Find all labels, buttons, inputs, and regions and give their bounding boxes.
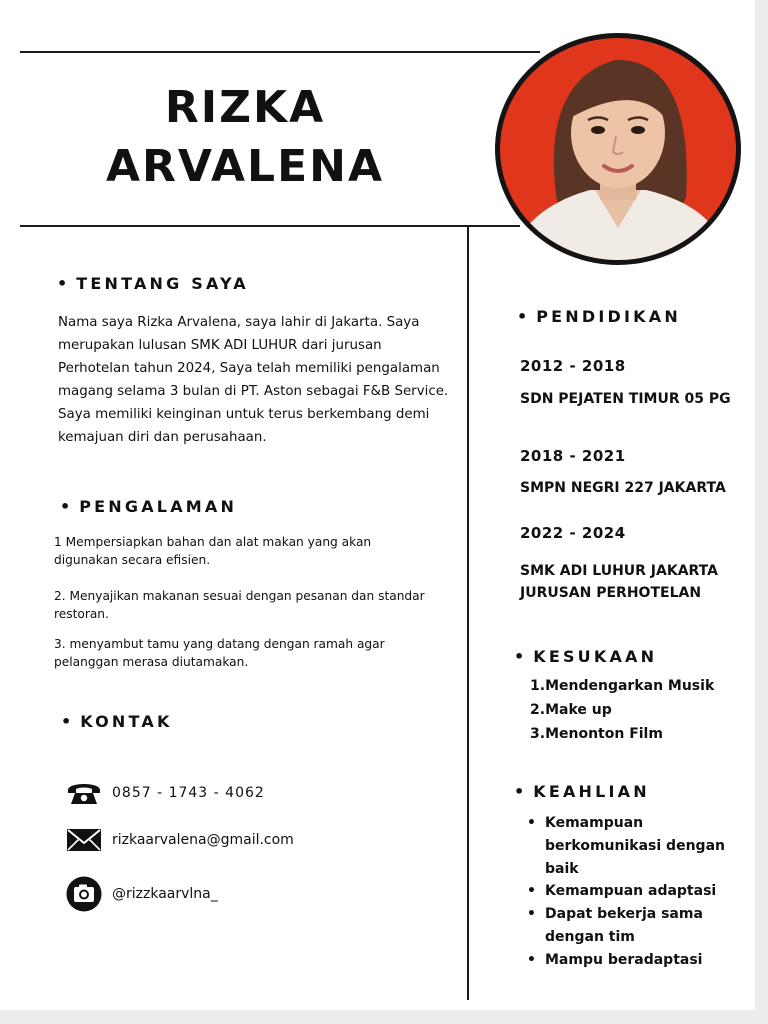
- name-last: ARVALENA: [105, 141, 385, 192]
- education-heading: [517, 307, 681, 326]
- phone-number[interactable]: 0857 - 1743 - 4062: [112, 785, 265, 801]
- experience-heading: [60, 497, 237, 516]
- education-school: SMPN NEGRI 227 JAKARTA: [520, 480, 726, 496]
- heading-bullet: •: [514, 782, 525, 801]
- contact-instagram: [66, 876, 218, 912]
- education-heading-text: PENDIDIKAN: [536, 307, 681, 326]
- skill-bullet: •: [527, 906, 536, 922]
- skill-bullet: •: [527, 952, 536, 968]
- hobby-label: Mendengarkan Musik: [545, 678, 715, 694]
- education-school: SDN PEJATEN TIMUR 05 PG: [520, 391, 731, 407]
- envelope-icon: [66, 827, 102, 853]
- about-text: Nama saya Rizka Arvalena, saya lahir di Jakarta. Saya merupakan lulusan SMK ADI LUHUR dari jurusan Perhotelan tahun 2024, Saya telah memiliki pengalaman magang selama 3 bulan di PT. Aston sebagai F&B Service. Saya memiliki keinginan untuk terus berkembang demi kemajuan diri dan perusahaan.: [58, 315, 449, 445]
- heading-bullet: •: [514, 647, 525, 666]
- skill-bullet: •: [527, 815, 536, 831]
- experience-heading-text: PENGALAMAN: [79, 497, 238, 516]
- hobby-item: 1.Mendengarkan Musik: [530, 678, 715, 694]
- experience-item: 2. Menyajikan makanan sesuai dengan pesanan dan standar restoran.: [54, 589, 425, 621]
- hobby-item: 2.Make up: [530, 702, 612, 718]
- hobbies-heading-text: KESUKAAN: [533, 647, 658, 666]
- skills-heading: [514, 782, 650, 801]
- heading-bullet: •: [517, 307, 528, 326]
- hobbies-heading: [514, 647, 657, 666]
- telephone-icon: [66, 780, 102, 806]
- contact-heading-text: KONTAK: [80, 712, 173, 731]
- skills-heading-text: KEAHLIAN: [533, 782, 650, 801]
- experience-item: 3. menyambut tamu yang datang dengan ramah agar pelanggan merasa diutamakan.: [54, 637, 385, 669]
- experience-item: 1 Mempersiapkan bahan dan alat makan yang akan digunakan secara efisien.: [54, 535, 372, 567]
- hobby-item: 3.Menonton Film: [530, 726, 663, 742]
- email-address[interactable]: rizkaarvalena@gmail.com: [112, 832, 294, 848]
- heading-bullet: •: [60, 497, 71, 516]
- contact-phone: [66, 780, 265, 806]
- header-divider: [20, 225, 520, 227]
- skill-item: [527, 903, 737, 949]
- top-divider: [20, 51, 540, 53]
- heading-bullet: •: [57, 274, 68, 293]
- about-heading-text: TENTANG SAYA: [76, 274, 249, 293]
- education-school: SMK ADI LUHUR JAKARTA JURUSAN PERHOTELAN: [520, 563, 718, 601]
- skill-item: [527, 812, 737, 881]
- skill-label: Kemampuan adaptasi: [545, 883, 717, 899]
- hobby-label: Make up: [545, 702, 612, 718]
- education-years: 2018 - 2021: [520, 447, 626, 465]
- skill-item: [527, 949, 737, 972]
- contact-email: [66, 827, 294, 853]
- education-years: 2022 - 2024: [520, 524, 626, 542]
- skill-label: Dapat bekerja sama dengan tim: [545, 906, 703, 945]
- about-heading: [57, 274, 249, 293]
- skill-item: [527, 880, 737, 903]
- instagram-handle[interactable]: @rizzkaarvlna_: [112, 886, 218, 902]
- skill-label: Mampu beradaptasi: [545, 952, 703, 968]
- hobby-label: Menonton Film: [545, 726, 663, 742]
- name-first: RIZKA: [164, 82, 326, 133]
- column-divider: [467, 225, 469, 1000]
- camera-icon: [66, 876, 102, 912]
- skill-label: Kemampuan berkomunikasi dengan baik: [545, 815, 725, 877]
- skill-bullet: •: [527, 883, 536, 899]
- contact-heading: [61, 712, 173, 731]
- education-years: 2012 - 2018: [520, 357, 626, 375]
- portrait-illustration: [500, 38, 736, 260]
- profile-photo: [500, 38, 736, 260]
- heading-bullet: •: [61, 712, 72, 731]
